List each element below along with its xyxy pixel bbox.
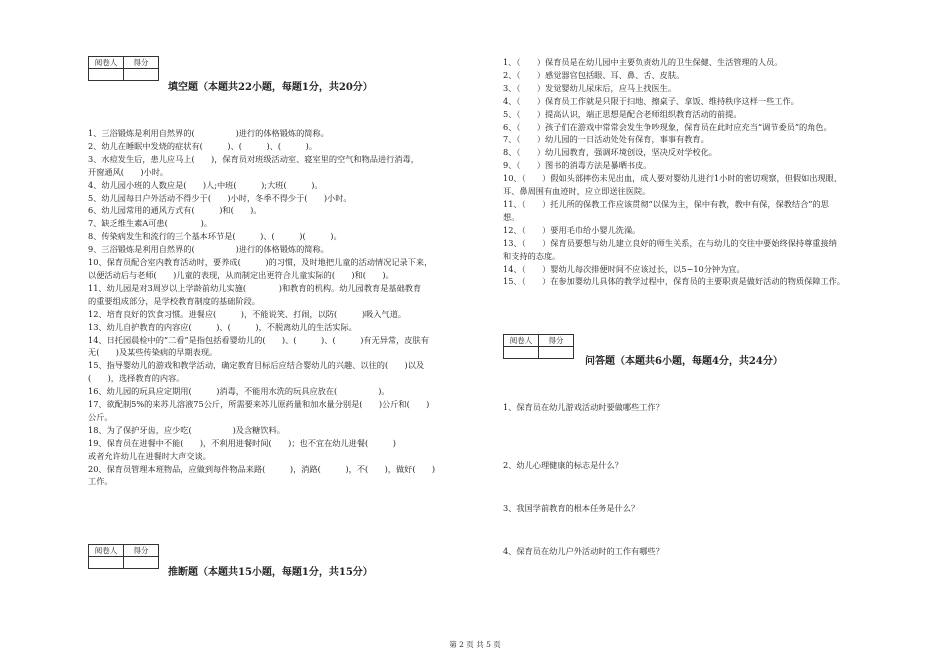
question-line: ( )，选择教育的内容。 [88,373,185,384]
question-line: 11、幼儿园是对3周岁以上学龄前幼儿实施( )和教育的机构。幼儿园教育是基础教育 [88,282,422,293]
score-label: 得分 [539,335,574,347]
question-line: 无( )及某些传染病的早期表现。 [88,347,218,358]
question-line: 耳、鼻周围有血迹时，应立即送往医院。 [503,186,651,197]
question-line: 4、（ ）保育员工作就是只限于扫地、擦桌子、拿饭、维持秩序这样一些工作。 [503,95,799,106]
question-line: 15、（ ）在参加婴幼儿具体的教学过程中，保育员的主要职责是做好活动的物质保障工作。 [503,276,846,287]
page-number: 第 2 页 共 5 页 [449,640,501,649]
score-box-qa [503,334,574,359]
fill-question-list [88,127,435,488]
question-line: 或者允许幼儿在进餐时大声交谈。 [88,450,211,461]
question-line: 4、幼儿园小班的人数应是( )人;中班( );大班( )。 [88,179,323,190]
question-line: 和支持的态度。 [503,250,561,261]
question-line: 5、（ ）提高认识，端正思想是配合老师组织教育活动的前提。 [503,108,742,119]
score-cell[interactable] [124,69,159,81]
question-line: 15、指导婴幼儿的游戏和教学活动，确定教育目标后应结合婴幼儿的兴趣、以往的( )以及 [88,360,425,371]
question-line: 以便活动后与老师( )儿童的表现，从而制定出更符合儿童实际的( )和( )。 [88,269,394,280]
question-line: 12、培育良好的饮食习惯。进餐应( )，不能说笑、打闹，以防( )吸入气道。 [88,308,406,319]
reviewer-cell[interactable] [89,557,124,569]
question-line: 7、（ ）幼儿园的一日活动处处有保育，事事有教育。 [503,134,709,145]
reviewer-label: 阅卷人 [89,545,124,557]
question-line: 12、（ ）要用毛巾给小婴儿洗澡。 [503,224,641,235]
qa-question-2: 2、幼儿心理健康的标志是什么？ [503,460,623,470]
reviewer-label: 阅卷人 [89,57,124,69]
question-line: 3、（ ）发觉婴幼儿尿床后，应马上找医生。 [503,82,677,93]
question-line: 2、幼儿在睡眠中发烧的症状有( )、( )、( )。 [88,140,318,151]
question-line: 工作。 [88,476,113,487]
qa-question-3: 3、我国学前教育的根本任务是什么？ [503,503,640,513]
question-line: 9、三浴锻炼是利用自然界的( )进行的体格锻炼的简称。 [88,244,329,255]
question-line: 13、幼儿自护教育的内容应( )、( )，不脱离幼儿的生活实际。 [88,321,357,332]
score-box-fill [88,56,159,81]
fill-section-title: 填空题（本题共22小题，每题1分，共20分） [168,82,373,93]
left-column [88,56,493,578]
question-line: 开窗通风( )小时。 [88,166,169,177]
question-line: 10、（ ）假如头部摔伤未见出血，成人要对婴幼儿进行1小时的密切观察，但假如出现眼、 [503,173,843,184]
question-line: 1、三浴锻炼是利用自然界的( )进行的体格锻炼的简称。 [88,128,329,138]
question-line: 14、日托园晨检中的“二看”是指包括看婴幼儿的( )、( )、( )有无异常，皮肤有 [88,334,429,345]
question-line: 19、保育员在进餐中不能( )，不利用进餐时间( )；也不宜在幼儿进餐( ) [88,437,396,448]
question-line: 的重要组成部分，是学校教育制度的基础阶段。 [88,295,260,306]
reviewer-label: 阅卷人 [504,335,539,347]
reviewer-cell[interactable] [89,69,124,81]
question-line: 18、为了保护牙齿，应少吃( )及含糖饮料。 [88,424,285,435]
question-line: 11、（ ）托儿所的保教工作应该贯彻“以保为主，保中有教，教中有保，保教结合”的思 [503,198,829,209]
question-line: 1、（ ）保育员是在幼儿园中主要负责幼儿的卫生保健、生活管理的人员。 [503,57,783,67]
qa-question-4: 4、保育员在幼儿户外活动时的工作有哪些？ [503,546,664,556]
question-line: 想。 [503,211,520,222]
question-line: 20、保育员管理本班物品，应做到每件物品来路( )，消路( )，不( )，做好( ) [88,463,436,474]
question-line: 14、（ ）婴幼儿每次排便时间不应该过长，以5~10分钟为宜。 [503,263,745,274]
judge-question-list [503,56,845,288]
question-line: 17、欲配制5%的来苏儿溶液75公斤，所需要来苏儿原药量和加水量分别是( )公斤和( ) [88,399,430,410]
score-box-judge [88,544,159,569]
score-label: 得分 [124,57,159,69]
qa-question-1: 1、保育员在幼儿游戏活动时要做哪些工作？ [503,402,664,412]
score-label: 得分 [124,545,159,557]
question-line: 10、保育员配合室内教育活动时，要养成( )的习惯，及时地把儿童的活动情况记录下来， [88,257,433,268]
reviewer-cell[interactable] [504,347,539,359]
question-line: 公斤。 [88,411,113,422]
question-line: 13、（ ）保育员要想与幼儿建立良好的师生关系，在与幼儿的交往中要始终保持尊重接纳 [503,237,837,248]
question-line: 7、缺乏维生素A可患( )。 [88,218,212,229]
qa-section-title: 问答题（本题共6小题，每题4分，共24分） [585,356,783,367]
question-line: 16、幼儿园的玩具应定期用( )消毒，不能用水洗的玩具应放在( )。 [88,386,390,397]
score-cell[interactable] [124,557,159,569]
question-line: 6、幼儿园常用的通风方式有( )和( )。 [88,205,262,216]
question-line: 9、（ ）图书的消毒方法是暴晒书皮。 [503,160,652,171]
question-line: 3、水痘发生后，患儿应马上( )，保育员对班级活动室、寝室里的空气和物品进行消毒， [88,153,419,164]
question-line: 8、传染病发生和流行的三个基本环节是( )、( )( )。 [88,231,342,242]
question-line: 8、（ ）幼儿园教育，强调环境创设，坚决反对学校化。 [503,147,717,158]
question-line: 5、幼儿园每日户外活动不得少于( )小时，冬季不得少于( )小时。 [88,192,352,203]
question-line: 2、（ ）感觉器官包括眼、耳、鼻、舌、皮肤。 [503,69,685,80]
score-cell[interactable] [539,347,574,359]
judge-section-title: 推断题（本题共15小题，每题1分，共15分） [168,567,373,578]
question-line: 6、（ ）孩子们在游戏中常常会发生争吵现象，保育员在此时应充当“调节委员”的角色。 [503,121,832,132]
